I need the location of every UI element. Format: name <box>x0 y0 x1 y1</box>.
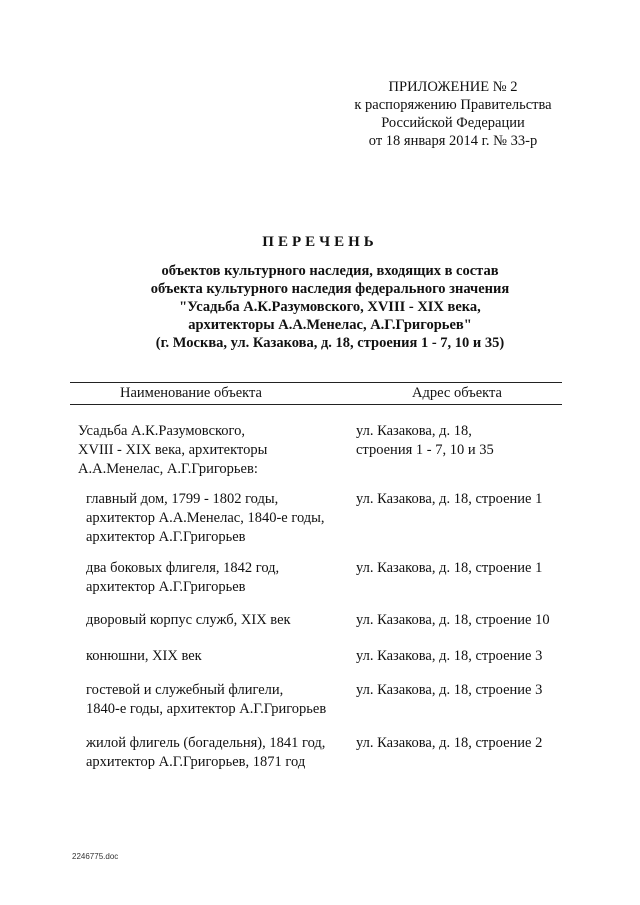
table-row-address: ул. Казакова, д. 18, строение 3 <box>356 682 543 698</box>
table-row-name: дворовый корпус служб, XIX век <box>86 612 291 628</box>
table-row-name: жилой флигель (богадельня), 1841 год, архитектор А.Г.Григорьев, 1871 год <box>86 735 326 770</box>
table-row-address: ул. Казакова, д. 18, строение 2 <box>356 735 543 751</box>
appendix-number: ПРИЛОЖЕНИЕ № 2 <box>388 79 518 95</box>
subtitle-line: "Усадьба А.К.Разумовского, XVIII - XIX века, <box>179 299 481 315</box>
appendix-order-line: к распоряжению Правительства <box>354 97 552 113</box>
table-row-address: ул. Казакова, д. 18, строения 1 - 7, 10 и 35 <box>356 423 494 458</box>
table-header-rule <box>70 404 562 405</box>
appendix-government-line: Российской Федерации <box>381 115 525 131</box>
table-row-address: ул. Казакова, д. 18, строение 1 <box>356 491 543 507</box>
appendix-block <box>300 78 606 150</box>
table-row-name: главный дом, 1799 - 1802 годы, архитектор А.А.Менелас, 1840-е годы, архитектор А.Г.Григорьев <box>86 491 325 545</box>
table-row-name: два боковых флигеля, 1842 год, архитектор А.Г.Григорьев <box>86 560 280 595</box>
table-row-name: конюшни, XIX век <box>86 648 202 664</box>
subtitle-line: объекта культурного наследия федерального значения <box>150 281 510 297</box>
document-subtitle <box>80 262 580 352</box>
table-row-name: гостевой и служебный флигели, 1840-е годы, архитектор А.Г.Григорьев <box>86 682 327 717</box>
table-row-address: ул. Казакова, д. 18, строение 3 <box>356 648 543 664</box>
appendix-date-line: от 18 января 2014 г. № 33-р <box>368 133 538 149</box>
file-name-footer: 2246775.doc <box>72 852 119 861</box>
table-top-rule <box>70 382 562 383</box>
table-row-address: ул. Казакова, д. 18, строение 10 <box>356 612 550 628</box>
subtitle-line: (г. Москва, ул. Казакова, д. 18, строения 1 - 7, 10 и 35) <box>155 335 505 351</box>
column-header-name: Наименование объекта <box>120 385 262 401</box>
column-header-address: Адрес объекта <box>412 385 502 401</box>
table-row-name: Усадьба А.К.Разумовского, XVIII - XIX века, архитекторы А.А.Менелас, А.Г.Григорьев: <box>78 423 268 477</box>
subtitle-line: архитекторы А.А.Менелас, А.Г.Григорьев" <box>188 317 472 333</box>
table-row-address: ул. Казакова, д. 18, строение 1 <box>356 560 543 576</box>
document-title: ПЕРЕЧЕНЬ <box>262 234 378 250</box>
subtitle-line: объектов культурного наследия, входящих в состав <box>161 263 499 279</box>
